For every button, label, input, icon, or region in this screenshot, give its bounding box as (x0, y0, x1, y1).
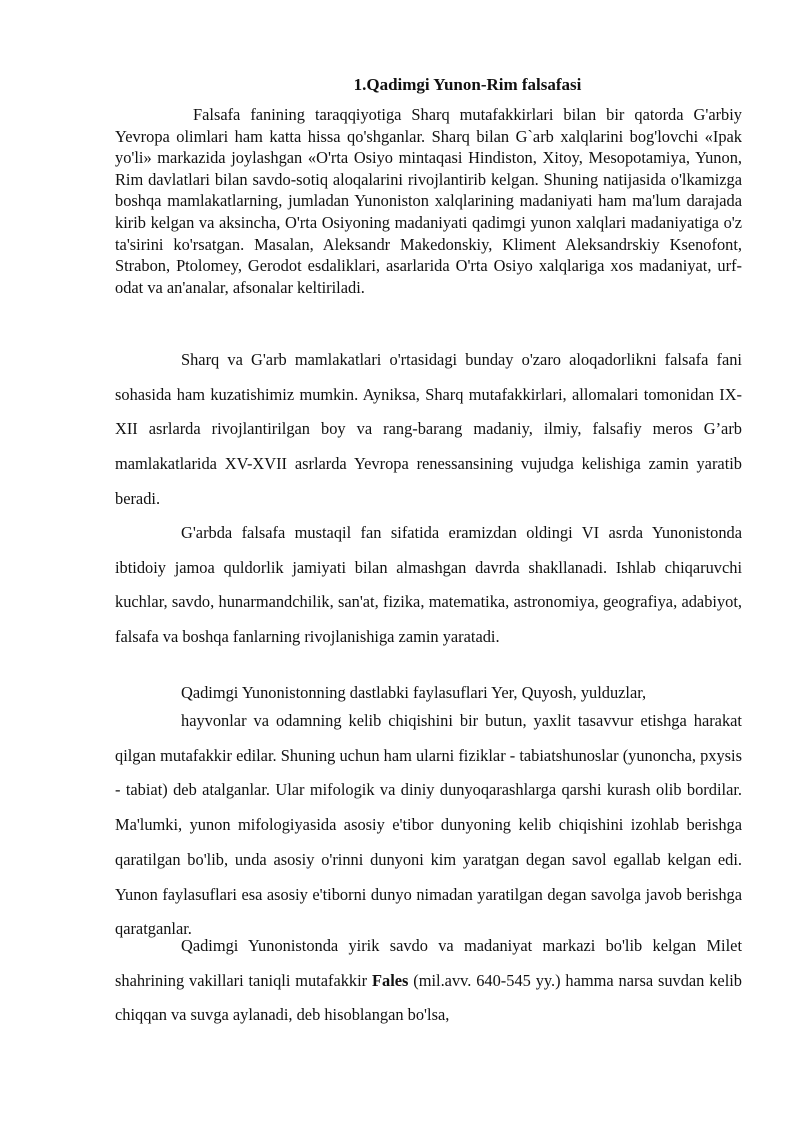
paragraph-fales-text-after: (mil.avv. 640-545 yy.) hamma narsa suvdan kelib chiqqan va suvga aylanadi, deb hisoblangan bo'lsa, (115, 970, 743, 1025)
paragraph-intro: Falsafa fanining taraqqiyotiga Sharq mutafakkirlari bilan bir qatorda G'arbiy Yevropa olimlari ham katta hissa qo'shganlar. Sharq bilan G`arb xalqlarini bog'lovchi «Ipak yo'li» markazida joylashgan «O'rta Osiyo mintaqasi Hindiston, Xitoy, Mesopotamiya, Yunon, Rim davlatlari bilan savdo-sotiq aloqalarini rivojlantirib kelgan. Shuning natijasida o'lkamizga boshqa mamlakatlarning, jumladan Yunoniston xalqlarining madaniyati ham ma'lum darajada kirib kelgan va aksincha, O'rta Osiyoning madaniyati qadimgi yunon xalqlari madaniyatiga o'z ta'sirini ko'rsatgan. Masalan, Aleksandr Makedonskiy, Kliment Aleksandrskiy Ksenofont, Strabon, Ptolomey, Gerodot esdaliklari, asarlarida O'rta Osiyo xalqlariga xos madaniyat, urf-odat va an'analar, afsonalar keltiriladi. (115, 105, 742, 297)
paragraph-fales-text-before: Qadimgi Yunonistonda yirik savdo va madaniyat markazi bo'lib kelgan Milet shahrining vakillari taniqli mutafakkir (115, 936, 742, 990)
page-title: 1.Qadimgi Yunon-Rim falsafasi (353, 75, 582, 94)
paragraph-first-philosophers-line: Qadimgi Yunonistonning dastlabki faylasuflari Yer, Quyosh, yulduzlar, (181, 683, 647, 702)
paragraph-first-philosophers: hayvonlar va odamning kelib chiqishini bir butun, yaxlit tasavvur etishga harakat qilgan mutafakkir edilar. Shuning uchun ham ularni fiziklar - tabiatshunoslar (yunoncha, pxysis - tabiat) deb atalganlar. Ular mifologik va diniy dunyoqarashlarga qarshi kurash olib bordilar. Ma'lumki, yunon mifologiyasida asosiy e'tibor dunyoning kelib chiqishini izohlab berishga qaratilgan bo'lib, unda asosiy o'rinni dunyoni kim yaratgan degan savol egallab kelgan edi. Yunon faylasuflari esa asosiy e'tiborni dunyo nimadan yaratilgan degan savolga javob berishga qaratganlar. (115, 711, 742, 939)
paragraph-greece-origins: G'arbda falsafa mustaqil fan sifatida eramizdan oldingi VI asrda Yunonistonda ibtidoiy jamoa quldorlik jamiyati bilan almashgan davrda shakllanadi. Ishlab chiqaruvchi kuchlar, savdo, hunarmandchilik, san'at, fizika, matematika, astronomiya, geografiya, adabiyot, falsafa va boshqa fanlarning rivojlanishiga zamin yaratadi. (115, 523, 742, 647)
paragraph-fales (115, 929, 742, 1033)
philosopher-name-fales: Fales (372, 970, 409, 990)
paragraph-east-west: Sharq va G'arb mamlakatlari o'rtasidagi bunday o'zaro aloqadorlikni falsafa fani sohasida ham kuzatishimiz mumkin. Ayniksa, Sharq mutafakkirlari, allomalari tomonidan IX-XII asrlarda rivojlantirilgan boy va rang-barang madaniy, ilmiy, falsafiy meros G’arb mamlakatlarida XV-XVII asrlarda Yevropa renessansining vujudga kelishiga zamin yaratib beradi. (115, 350, 742, 508)
